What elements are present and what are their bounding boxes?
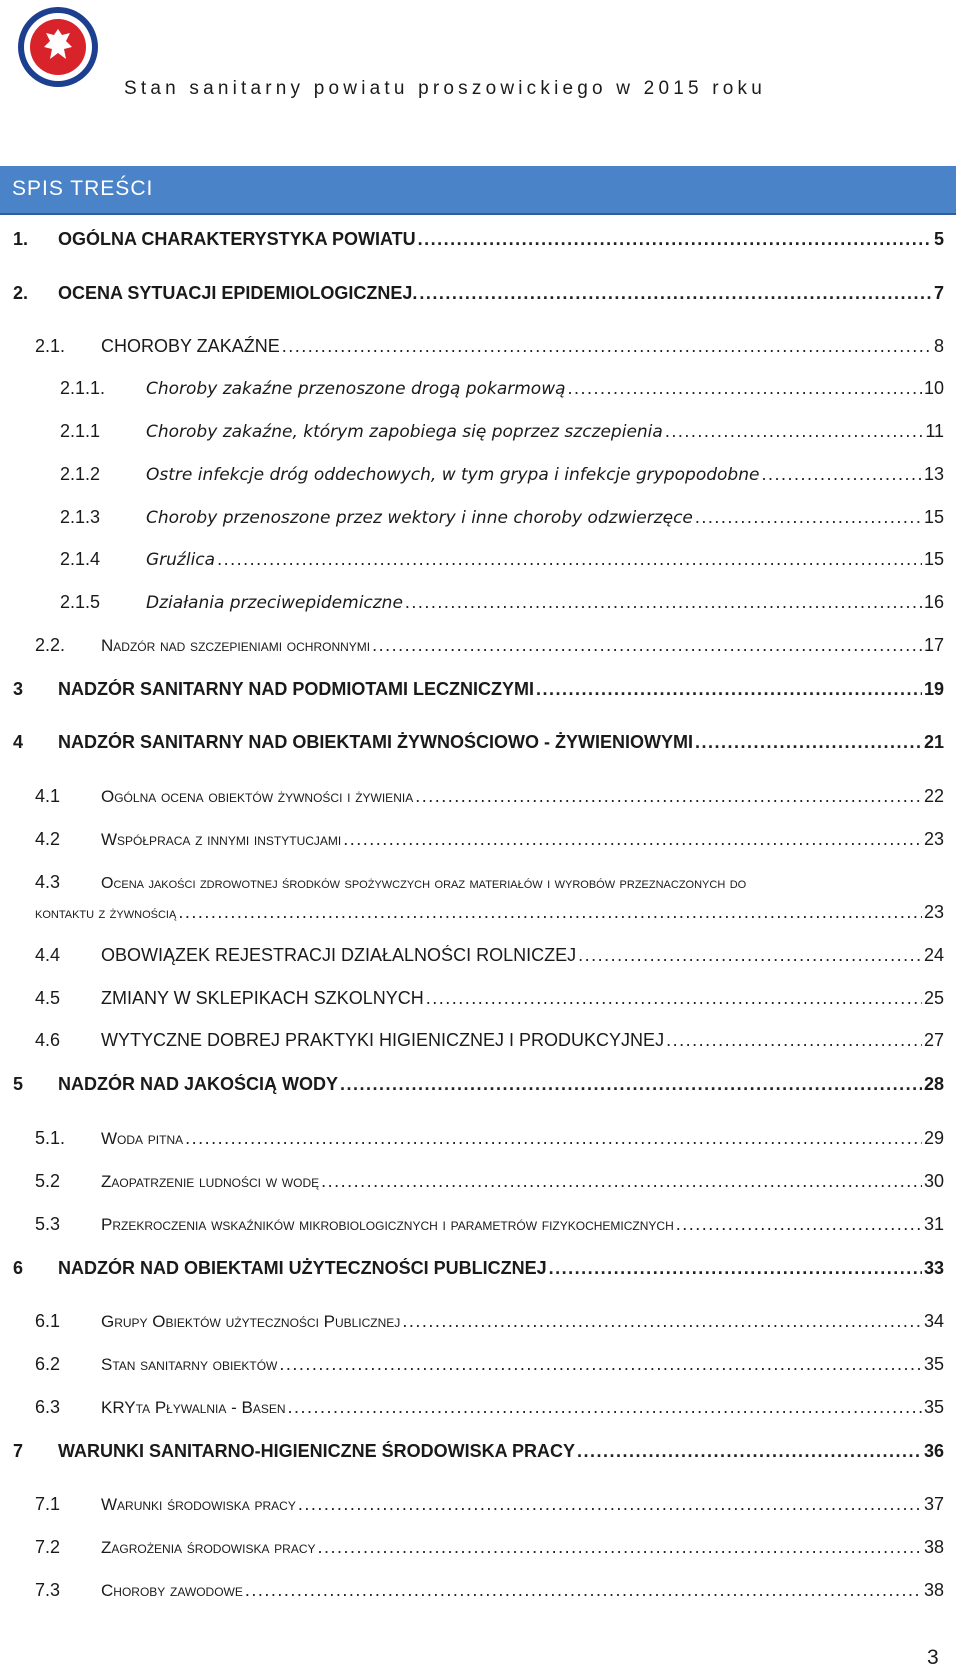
toc-entry[interactable]: 4.1 Ogólna ocena obiektów żywności i żywienia ..... 22 xyxy=(35,786,944,807)
toc-entry[interactable]: 5.1. Woda pitna ..... 29 xyxy=(35,1128,944,1149)
toc-heading: SPIS TREŚCI xyxy=(12,177,154,200)
toc-entry[interactable]: 7.1 Warunki środowiska pracy ..... 37 xyxy=(35,1494,944,1515)
toc-entry[interactable]: 4.6 WYTYCZNE DOBREJ PRAKTYKI HIGIENICZNEJ I PRODUKCYJNEJ ..... 27 xyxy=(35,1030,944,1051)
toc-entry[interactable]: 7 WARUNKI SANITARNO-HIGIENICZNE ŚRODOWISKA PRACY ..... 36 xyxy=(13,1441,944,1462)
toc-entry[interactable]: 2.1.1 Choroby zakaźne, którym zapobiega się poprzez szczepienia ..... 11 xyxy=(60,421,944,442)
toc-entry[interactable]: 7.3 Choroby zawodowe ..... 38 xyxy=(35,1580,944,1601)
toc-entry[interactable]: 6.3 KRYta Pływalnia - Basen ..... 35 xyxy=(35,1397,944,1418)
toc-entry[interactable]: 2.1. CHOROBY ZAKAŹNE ..... 8 xyxy=(35,336,944,357)
toc-entry[interactable]: 4 NADZÓR SANITARNY NAD OBIEKTAMI ŻYWNOŚCIOWO - ŻYWIENIOWYMI ..... 21 xyxy=(13,732,944,753)
toc-entry[interactable]: 2.1.5 Działania przeciwepidemiczne ..... 16 xyxy=(60,592,944,613)
toc-entry-line1[interactable]: 4.3 Ocena jakości zdrowotnej środków spożywczych oraz materiałów i wyrobów przeznaczonych do xyxy=(35,872,747,892)
document-title: Stan sanitarny powiatu proszowickiego w 2015 roku xyxy=(124,78,766,99)
toc-entry[interactable]: 2. OCENA SYTUACJI EPIDEMIOLOGICZNEJ. ..... 7 xyxy=(13,283,944,304)
toc-heading-bar xyxy=(0,166,956,215)
toc-entry[interactable]: 7.2 Zagrożenia środowiska pracy ..... 38 xyxy=(35,1537,944,1558)
toc-entry[interactable]: 2.2. Nadzór nad szczepieniami ochronnymi ..... 17 xyxy=(35,635,944,656)
toc-entry[interactable]: 2.1.3 Choroby przenoszone przez wektory i inne choroby odzwierzęce ..... 15 xyxy=(60,507,944,528)
toc-entry[interactable]: 6.1 Grupy Obiektów użyteczności Publicznej ..... 34 xyxy=(35,1311,944,1332)
toc-entry[interactable]: 2.1.2 Ostre infekcje dróg oddechowych, w tym grypa i infekcje grypopodobne ..... 13 xyxy=(60,464,944,485)
toc-entry[interactable]: 5.2 Zaopatrzenie ludności w wodę ..... 30 xyxy=(35,1171,944,1192)
page-number: 3 xyxy=(927,1646,939,1669)
toc-entry[interactable]: 3 NADZÓR SANITARNY NAD PODMIOTAMI LECZNICZYMI ..... 19 xyxy=(13,679,944,700)
toc-entry[interactable]: 2.1.1. Choroby zakaźne przenoszone drogą pokarmową ..... 10 xyxy=(60,378,944,399)
toc-entry[interactable]: 4.4 OBOWIĄZEK REJESTRACJI DZIAŁALNOŚCI ROLNICZEJ ..... 24 xyxy=(35,945,944,966)
toc-entry[interactable]: 5 NADZÓR NAD JAKOŚCIĄ WODY ..... 28 xyxy=(13,1074,944,1095)
toc-entry[interactable]: 4.5 ZMIANY W SKLEPIKACH SZKOLNYCH ..... 25 xyxy=(35,988,944,1009)
sanepid-logo xyxy=(16,5,100,89)
toc-entry-line2[interactable]: kontaktu z żywnością ..... 23 xyxy=(35,902,944,923)
toc-entry[interactable]: 6 NADZÓR NAD OBIEKTAMI UŻYTECZNOŚCI PUBLICZNEJ ..... 33 xyxy=(13,1258,944,1279)
toc-entry[interactable]: 6.2 Stan sanitarny obiektów ..... 35 xyxy=(35,1354,944,1375)
toc-entry[interactable]: 4.2 Współpraca z innymi instytucjami ..... 23 xyxy=(35,829,944,850)
toc-entry[interactable]: 2.1.4 Gruźlica ..... 15 xyxy=(60,549,944,570)
toc-entry[interactable]: 1. OGÓLNA CHARAKTERYSTYKA POWIATU ..... 5 xyxy=(13,229,944,250)
toc-entry[interactable]: 5.3 Przekroczenia wskaźników mikrobiologicznych i parametrów fizykochemicznych ..... 31 xyxy=(35,1214,944,1235)
